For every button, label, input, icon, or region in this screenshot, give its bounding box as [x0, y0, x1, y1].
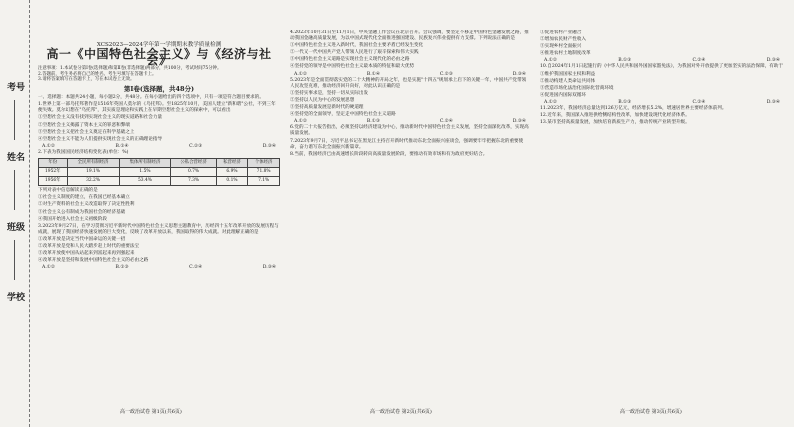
binding-margin [0, 0, 30, 427]
table-row [39, 177, 280, 186]
option-line: ③中国特色社会主义道路是实现社会主义现代化的必由之路 [290, 57, 410, 63]
option-line: ④坚持党的领导是中国特色社会主义最本质的特征和最大优势 [290, 64, 415, 70]
answer-choice: D.③④ [766, 58, 780, 64]
table-header-cell: 年份 [39, 159, 68, 168]
question-text: 12.近年来，我国深入推进供给侧结构性改革，加快建设现代化经济体系。 [540, 113, 690, 119]
option-line: ③空想社会主义把社会主义奠定在科学基础之上 [38, 129, 135, 135]
answer-choice: D.③④ [512, 119, 526, 125]
table-header-cell: 个体经济 [248, 159, 280, 168]
option-line: ①改革开放是决定当代中国命运的关键一招 [38, 236, 126, 242]
binding-label: 学校 [7, 293, 26, 303]
answer-choice: A.①② [294, 119, 308, 125]
question-text: 11.2023年，我国经济总量达到126万亿元，经济增长5.2%，增速居世界主要经济体前列。 [540, 106, 727, 112]
page-footer: 高一政治试卷 第1页(共6页) [120, 409, 182, 415]
table-cell: 7.3% [171, 177, 216, 186]
table-cell: 1956年 [39, 177, 68, 186]
page-footer: 高一政治试卷 第3页(共6页) [620, 409, 682, 415]
table-cell: 1952年 [39, 168, 68, 177]
option-line: ②改革开放是党和人民大踏步赶上时代的重要法宝 [38, 244, 140, 250]
answer-choice: C.②④ [439, 119, 453, 125]
binding-label: 姓名 [7, 153, 26, 163]
notice-line: 3.请将答案填写在答题卡上，写在本试卷上无效。 [38, 77, 135, 83]
answer-choice: B.①③ [618, 58, 632, 64]
option-line: ②坚持以人民为中心的发展思想 [290, 97, 355, 103]
binding-label: 考号 [7, 83, 26, 93]
option-line: ③坚持高质量发展是新时代的硬道理 [290, 105, 364, 111]
question-text: 1.世界上第一部乌托邦著作是1516年英国人莫尔的《乌托邦》。至1825年10月，美国人建立"新和谐"公社，不到三年便失败。莫尔幻想在"乌托邦"，其实质是理论和实践上在早期空想社会主义的探索中，可以看出 [38, 102, 276, 114]
notice-line: 2.答题前，考生务必将自己的姓名、考生号填写在答题卡上。 [38, 71, 157, 77]
page-column-1 [38, 30, 280, 415]
answer-choice: D.③④ [512, 71, 526, 77]
question-text: 5.2023年是全面贯彻落实党的二十大精神的开局之年，也是实施"十四五"规划承上启下的关键一年，中国共产党带领人民攻坚克难，推动经济回升向好，对此认识正确的是 [290, 77, 527, 89]
option-line: ①促进农村产业融合 [540, 30, 582, 35]
binding-line [14, 100, 15, 140]
binding-line [14, 240, 15, 280]
answer-choice: D.③④ [766, 99, 780, 105]
option-line: ④推进农村土地制度改革 [540, 51, 591, 57]
answer-choice: A.①② [294, 71, 308, 77]
answer-choice: C.②③ [439, 71, 453, 77]
page-column-3 [540, 30, 784, 415]
table-header-cell: 公私合营经济 [171, 159, 216, 168]
option-line: ④促进国内国际双循环 [540, 92, 586, 98]
question-text: 2.下表为我国国民经济结构变化表(单位：%) [38, 149, 129, 155]
answer-choice: C.②④ [189, 265, 203, 271]
binding-line [14, 170, 15, 210]
option-line: ③社会主义公有制成为我国社会的经济基础 [38, 209, 126, 215]
answer-choice: D.③④ [262, 143, 276, 149]
option-line: ④空想社会主义不能为人们提供实现社会主义的正确理论指导 [38, 136, 163, 142]
table-cell: 53.4% [119, 177, 171, 186]
answer-choice: A.①② [42, 143, 56, 149]
option-line: ④坚持党的全面领导，坚定走中国特色社会主义道路 [290, 112, 396, 118]
answer-choice: C.②④ [692, 58, 706, 64]
question-text: 3.2023年9月27日，在学习贯彻习近平新时代中国特色社会主义思想主题教育中，历经四十五年改革开放的发展历程与成就，展现了我国经济快速发展的巨大变化，反映了改革开放以来，我国取得的伟大成就。对此理解正确的是 [38, 223, 279, 235]
answer-choice: C.②④ [692, 99, 706, 105]
exam-name: XCS2023—2024学年第一学期期末教学质量检测 [96, 42, 222, 48]
answer-options [38, 265, 280, 271]
table-cell: 71.8% [248, 168, 280, 177]
option-line: ①中国特色社会主义进入新时代，我国社会主要矛盾已经发生变化 [290, 43, 424, 49]
part-heading: 第Ⅰ卷(选择题，共48分) [123, 85, 195, 94]
notice-line: 注意事项：1.本试卷分第Ⅰ卷(选择题)和第Ⅱ卷(非选择题)两部分，共100分，考试时间75分钟。 [38, 66, 222, 72]
option-line: ④改革开放是坚持和发展中国特色社会主义的必由之路 [38, 258, 149, 264]
page-column-2 [290, 30, 530, 415]
option-line: ②空想社会主义揭露了资本主义的罪恶和弊端 [38, 122, 130, 128]
option-line: ①空想社会主义没有找到实现社会主义的现实道路和社会力量 [38, 115, 163, 121]
question-text: 10.自2024年1月1日起施行的《中华人民共和国外国国家豁免法》，为我国对外开放提供了更加坚实的法治保障，有助于 [540, 64, 784, 70]
answer-choice: B.①③ [618, 99, 632, 105]
table-header-cell: 全民所有制经济 [67, 159, 119, 168]
option-line: ①维护我国国家主权和利益 [540, 71, 596, 77]
table-cell: 6.9% [216, 168, 248, 177]
question-text: 下列对表中信息解读正确的是 [38, 188, 98, 194]
option-line: ②增加农民财产性收入 [540, 37, 586, 43]
answer-choice: C.②③ [189, 143, 203, 149]
table-header-cell: 私营经济 [216, 159, 248, 168]
option-line: ①坚持实事求是，坚持一切从实际出发 [290, 90, 369, 96]
option-line: ②对生产资料的社会主义改造取得了决定性胜利 [38, 202, 135, 208]
option-line: ④我国开始进入社会主义初级阶段 [38, 216, 107, 222]
table-cell: 7.1% [248, 177, 280, 186]
option-line: ③改革开放使中国从站起来到富起来再到强起来 [38, 251, 135, 257]
question-text: 13.某市坚持高质量发展，加快培育新质生产力，推动传统产业转型升级。 [540, 120, 690, 126]
question-text: 8.当前，我国经济已由高速增长阶段转向高质量发展阶段，要推动有效市场和有为政府更好结合。 [290, 151, 488, 157]
question-text: 7.2023年9月7日，习近平总书记在黑龙江主持召开新时代推动东北全面振兴座谈会，强调要牢牢把握东北的重要使命，奋力谱写东北全面振兴新篇章。 [290, 138, 524, 150]
table-header-row [39, 159, 280, 168]
answer-choice: A.①② [42, 265, 56, 271]
answer-choice: B.①③ [366, 119, 380, 125]
option-line: ①社会主义制度的建立，在我国已经基本确立 [38, 195, 130, 201]
question-text: 6.党的二十大报告指出，必须坚持以经济建设为中心，推动新时代中国特色社会主义发展，坚持全面深化改革，实现高质量发展。 [290, 125, 529, 137]
option-line: ③实现乡村全面振兴 [540, 44, 582, 50]
answer-choice: A.①② [544, 58, 558, 64]
option-line: ②推动构建人类命运共同体 [540, 78, 596, 84]
answer-choice: B.①③ [115, 265, 129, 271]
table-cell: 32.2% [67, 177, 119, 186]
binding-label: 班级 [7, 223, 26, 233]
economy-table [38, 158, 280, 186]
table-cell: 0.1% [216, 177, 248, 186]
table-cell: 19.1% [67, 168, 119, 177]
table-cell: 1.5% [119, 168, 171, 177]
answer-choice: A.①② [544, 99, 558, 105]
table-cell: 0.7% [171, 168, 216, 177]
answer-choice: B.①④ [366, 71, 380, 77]
option-line: ②一代又一代中国共产党人带领人民进行了艰辛探索和伟大实践 [290, 50, 419, 56]
option-line: ③营造市场化法治化国际化营商环境 [540, 85, 614, 91]
section-heading: 一、选择题：本题共24小题，每小题2分，共48分。在每小题给出的四个选项中，只有一项是符合题目要求的。 [38, 95, 264, 101]
page-footer: 高一政治试卷 第2页(共6页) [370, 409, 432, 415]
table-header-cell: 集体所有制经济 [119, 159, 171, 168]
table-row [39, 168, 280, 177]
answer-choice: B.①④ [115, 143, 129, 149]
question-text: 4.2023年10月31日至11月1日，中央金融工作会议在北京召开。会议强调，要坚定不移走中国特色金融发展之路，推动我国金融高质量发展，为以中国式现代化全面推进强国建设、民族复兴伟业提供有力支撑。下列说法正确的是 [290, 30, 529, 42]
answer-choice: D.③④ [262, 265, 276, 271]
page-title: 高一《中国特色社会主义》与《经济与社会》 [46, 47, 272, 68]
